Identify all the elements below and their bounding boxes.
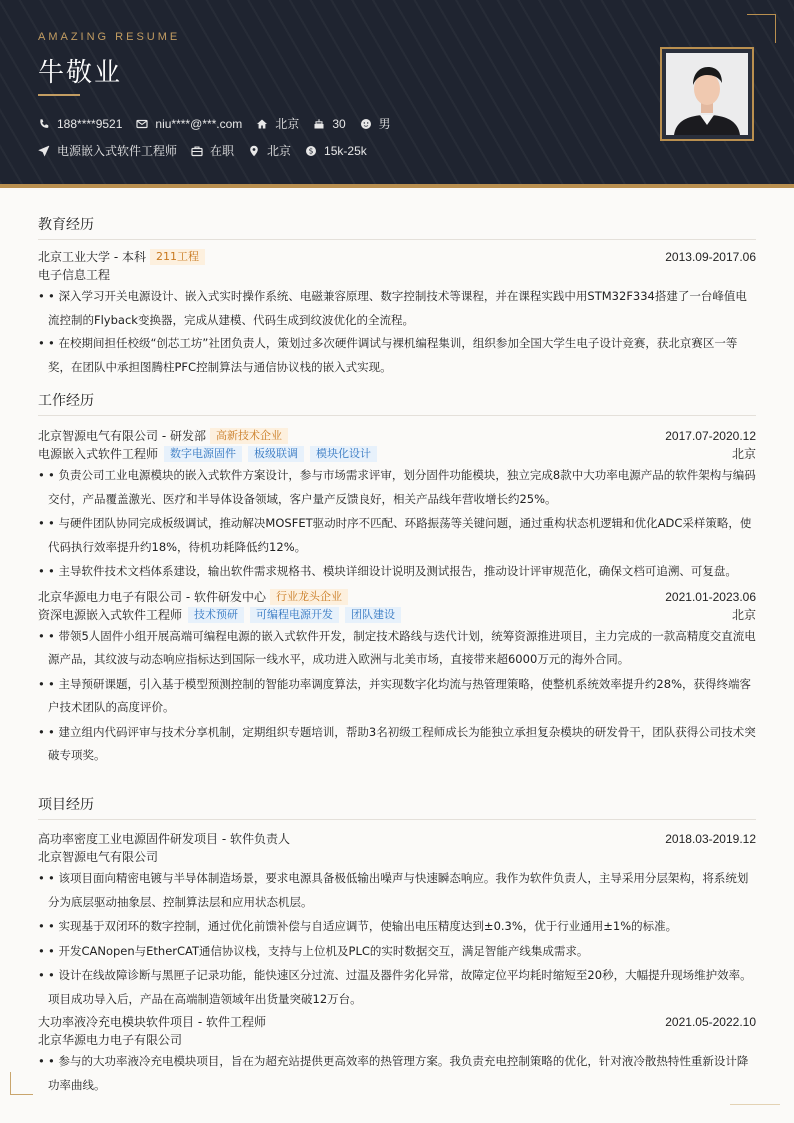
job-bullet: • • 负责公司工业电源模块的嵌入式软件方案设计，参与市场需求评审，划分固件功能模块，独立完成8款中大功率电源产品的软件架构与编码交付，产品覆盖激光、医疗和半导体设备领域，客户量产反馈良好，相关产品线年营收增长约25%。: [38, 464, 756, 511]
project-company: 北京华源电力电子有限公司: [38, 1033, 183, 1047]
status-info: [191, 142, 234, 159]
age: 30: [332, 116, 346, 131]
skill-tag: 可编程电源开发: [250, 607, 339, 623]
job-position: 电源嵌入式软件工程师: [38, 447, 159, 461]
project-header: [38, 1013, 756, 1031]
target-job-info: [38, 142, 177, 159]
project-date: 2021.05-2022.10: [665, 1015, 756, 1029]
project-date: 2018.03-2019.12: [665, 832, 756, 846]
project-bullet: • • 该项目面向精密电镀与半导体制造场景，要求电源具备极低输出噪声与快速瞬态响应。我作为软件负责人，主导采用分层架构，将系统划分为底层驱动抽象层、控制算法层和应用状态机层。: [38, 867, 756, 914]
project-bullet: • • 开发CANopen与EtherCAT通信协议栈，支持与上位机及PLC的实时数据交互，满足智能产线集成需求。: [38, 940, 756, 964]
gender: 男: [378, 117, 391, 131]
svg-text:$: $: [308, 146, 314, 156]
section-title: 项目经历: [38, 794, 756, 820]
photo-frame: [660, 47, 754, 141]
age-info: [313, 117, 345, 131]
project-name: 大功率液冷充电模块软件项目 - 软件工程师: [38, 1015, 266, 1029]
employment-status: 在职: [210, 144, 235, 158]
phone-number: 188****9521: [57, 116, 123, 131]
company-name: 北京智源电气有限公司 - 研发部: [38, 429, 206, 443]
phone-info: [38, 117, 122, 131]
skill-tag: 团队建设: [345, 607, 401, 623]
job-position: 资深电源嵌入式软件工程师: [38, 607, 183, 622]
job-bullet: • • 与硬件团队协同完成板级调试，推动解决MOSFET驱动时序不匹配、环路振荡等关键问题，通过重构状态机逻辑和优化ADC采样策略，使代码执行效率提升约18%，待机功耗降低约12%。: [38, 512, 756, 559]
company-tag: 行业龙头企业: [270, 589, 348, 605]
salary-info: [305, 144, 367, 158]
job-header: [38, 588, 756, 606]
target-job: 电源嵌入式软件工程师: [57, 144, 178, 158]
briefcase-icon: [191, 145, 203, 157]
project-name: 高功率密度工业电源固件研发项目 - 软件负责人: [38, 832, 290, 846]
tagline: AMAZING RESUME: [38, 31, 181, 43]
school-name: 北京工业大学 - 本科: [38, 250, 146, 264]
section-title: 工作经历: [38, 390, 756, 416]
candidate-name: 牛敬业: [38, 58, 123, 88]
target-city: 北京: [267, 144, 292, 158]
target-city-info: [248, 142, 291, 159]
major: 电子信息工程: [38, 268, 111, 282]
skill-tag: 板级联调: [248, 446, 304, 462]
education-header: [38, 248, 756, 266]
job-location: 北京: [731, 447, 756, 461]
skill-tag: 模块化设计: [310, 446, 377, 462]
job-intent-row: [38, 142, 381, 159]
face-icon: [360, 118, 372, 130]
job-date: 2017.07-2020.12: [665, 429, 756, 443]
send-icon: [38, 145, 50, 157]
work-section: [38, 390, 756, 768]
salary: 15k-25k: [324, 143, 367, 158]
location-pin-icon: [248, 145, 260, 157]
gender-info: [360, 115, 391, 132]
project-bullet: • • 参与的大功率液冷充电模块项目，旨在为超充站提供更高效率的热管理方案。我负责充电控制策略的优化，针对液冷散热特性重新设计降功率曲线。: [38, 1050, 756, 1097]
header-divider: [0, 184, 794, 188]
company-tag: 高新技术企业: [210, 428, 288, 444]
job-position-row: [38, 445, 756, 463]
company-name: 北京华源电力电子有限公司 - 软件研发中心: [38, 589, 266, 604]
education-bullet: • • 深入学习开关电源设计、嵌入式实时操作系统、电磁兼容原理、数字控制技术等课程，并在课程实践中用STM32F334搭建了一台峰值电流控制的Flyback变换器，完成从建模、代码生成到纹波优化的全流程。: [38, 285, 756, 332]
job-bullet: • • 建立组内代码评审与技术分享机制，定期组织专题培训，帮助3名初级工程师成长为能独立承担复杂模块的研发骨干，团队获得公司技术突破专项奖。: [38, 721, 756, 768]
skill-tag: 数字电源固件: [164, 446, 242, 462]
mail-icon: [136, 118, 148, 130]
project-bullet: • • 实现基于双闭环的数字控制，通过优化前馈补偿与自适应调节，使输出电压精度达到±0.3%，优于行业通用±1%的标准。: [38, 915, 756, 939]
education-section: [38, 214, 756, 379]
job-bullet: • • 带领5人固件小组开展高端可编程电源的嵌入式软件开发，制定技术路线与迭代计划，统筹资源推进项目，主力完成的一款高精度交直流电源产品，其纹波与动态响应指标达到国际一线水平，成功进入欧洲与北美市场，直接带来超6000万元的海外合同。: [38, 625, 756, 672]
contact-row: [38, 115, 405, 132]
corner-decoration: [747, 14, 776, 43]
footer-line: [730, 1104, 780, 1105]
project-bullet: • • 设计在线故障诊断与黑匣子记录功能，能快速区分过流、过温及器件劣化异常，故障定位平均耗时缩短至20秒，大幅提升现场维护效率。项目成功导入后，产品在高端制造领域年出货量突破12万台。: [38, 964, 756, 1011]
section-title: 教育经历: [38, 214, 756, 240]
profile-photo: [666, 53, 748, 135]
project-company: 北京智源电气有限公司: [38, 850, 159, 864]
email-address: niu****@***.com: [155, 116, 243, 131]
job-header: [38, 427, 756, 445]
projects-section: [38, 794, 756, 1097]
job-date: 2021.01-2023.06: [665, 589, 756, 604]
job-bullet: • • 主导预研课题，引入基于模型预测控制的智能功率调度算法，并实现数字化均流与热管理策略，使整机系统效率提升约28%，获得终端客户技术团队的高度评价。: [38, 673, 756, 720]
school-tag: 211工程: [150, 249, 205, 265]
email-info: [136, 117, 242, 131]
home-icon: [256, 118, 268, 130]
cake-icon: [313, 118, 325, 130]
job-location: 北京: [731, 607, 756, 622]
project-header: [38, 830, 756, 848]
money-icon: [305, 145, 317, 157]
phone-icon: [38, 118, 50, 130]
corner-decoration: [10, 1072, 33, 1095]
education-date: 2013.09-2017.06: [665, 250, 756, 264]
resume-header: [0, 0, 794, 184]
job-bullet: • • 主导软件技术文档体系建设，输出软件需求规格书、模块详细设计说明及测试报告，推动设计评审规范化，确保文档可追溯、可复盘。: [38, 560, 756, 584]
name-underline: [38, 94, 80, 96]
city: 北京: [275, 117, 300, 131]
education-bullet: • • 在校期间担任校级“创芯工坊”社团负责人，策划过多次硬件调试与裸机编程集训，组织参加全国大学生电子设计竞赛，获北京赛区一等奖，在团队中承担图腾柱PFC控制算法与通信协议栈的嵌入式实现。: [38, 332, 756, 379]
skill-tag: 技术预研: [188, 607, 244, 623]
city-info: [256, 115, 299, 132]
job-position-row: [38, 606, 756, 624]
